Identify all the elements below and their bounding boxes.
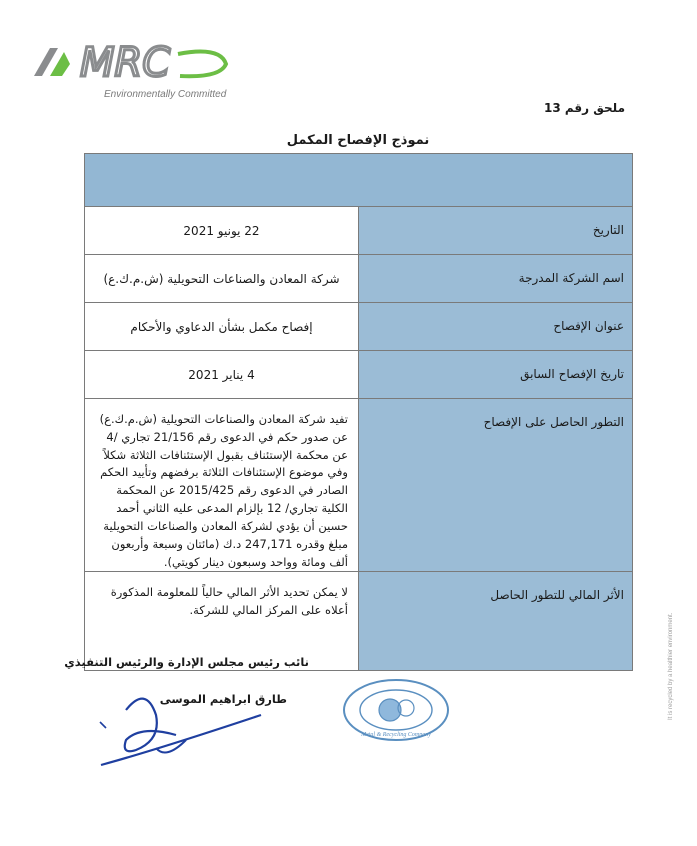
signatory-name: طارق ابراهيم الموسى — [159, 692, 287, 706]
table-row — [85, 303, 633, 351]
logo-wordmark: MRC — [80, 40, 171, 86]
table-banner — [85, 154, 633, 207]
row-label: عنوان الإفصاح — [359, 303, 633, 351]
row-value: لا يمكن تحديد الأثر المالي حالياً للمعلومة المذكورة أعلاه على المركز المالي للشركة. — [85, 572, 359, 671]
table-row — [85, 351, 633, 399]
row-value: شركة المعادن والصناعات التحويلية (ش.م.ك.ع) — [85, 255, 359, 303]
disclosure-table — [84, 153, 633, 671]
row-value: 22 يونيو 2021 — [85, 207, 359, 255]
table-row — [85, 399, 633, 572]
signatory-title: نائب رئيس مجلس الإدارة والرئيس التنفيذي — [64, 655, 309, 669]
row-label: التاريخ — [359, 207, 633, 255]
row-value: 4 يناير 2021 — [85, 351, 359, 399]
row-label: اسم الشركة المدرجة — [359, 255, 633, 303]
row-label: التطور الحاصل على الإفصاح — [359, 399, 633, 572]
annex-label: ملحق رقم 13 — [543, 101, 625, 115]
row-label: تاريخ الإفصاح السابق — [359, 351, 633, 399]
stamp-text: Metal & Recycling Company — [361, 732, 431, 738]
row-value: إفصاح مكمل بشأن الدعاوي والأحكام — [85, 303, 359, 351]
handwritten-signature — [96, 690, 266, 770]
logo-tagline: Environmentally Committed — [104, 89, 227, 100]
side-note: It is recycled by a healthier environment. — [668, 612, 674, 720]
form-title: نموذج الإفصاح المكمل — [286, 133, 430, 148]
row-label: الأثر المالي للتطور الحاصل — [359, 572, 633, 671]
company-stamp — [340, 676, 452, 744]
table-row — [85, 207, 633, 255]
row-value: تفيد شركة المعادن والصناعات التحويلية (ش.م.ك.ع) عن صدور حكم في الدعوى رقم 21/156 تجاري /4 عن محكمة الإستئناف بقبول الإستئنافات الثلاثة شكلاً وفي موضوع الإستئنافات الثلاثة برفضهم وتأييد الحكم الصادر في الدعوى رقم 2015/425 عن المحكمة الكلية تجاري/ 12 بإلزام المدعى عليه الثاني أحمد حسين أن يؤدي لشركة المعادن والصناعات التحويلية مبلغ وقدره 247,171 د.ك (مائتان وسبعة وأربعون ألف ومائة وواحد وسبعون دينار كويتي). — [85, 399, 359, 572]
table-row — [85, 255, 633, 303]
